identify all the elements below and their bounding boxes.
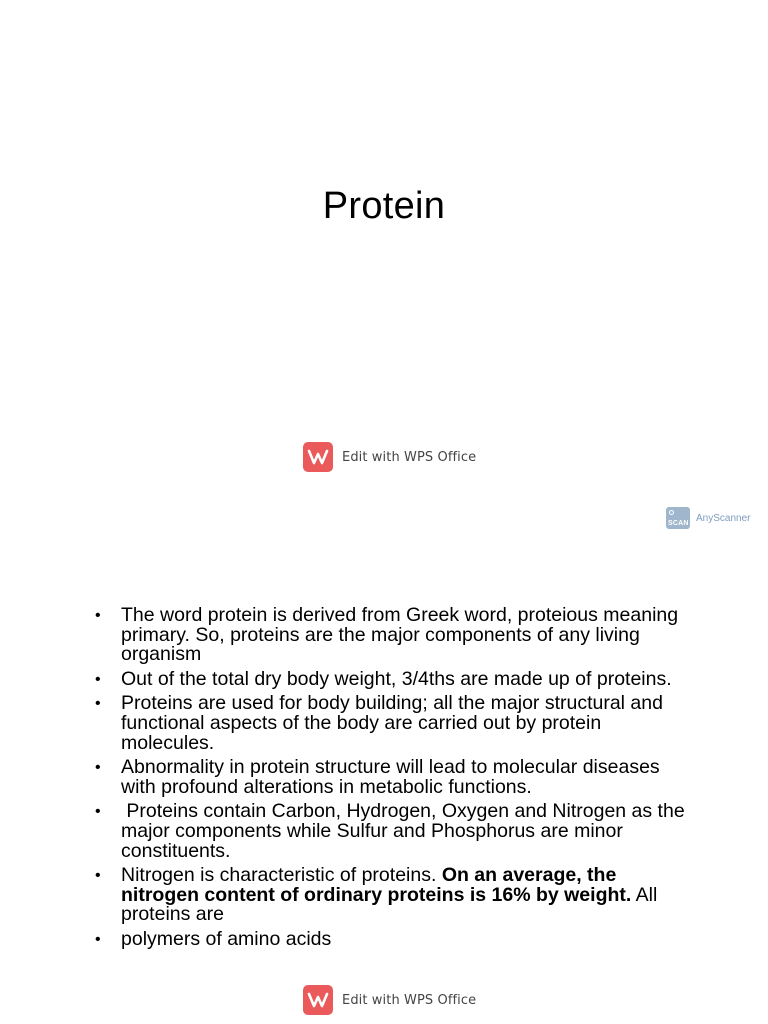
bullet-text: Proteins are used for body building; all the major structural and functional aspects of the body are carried out by protein molecules. [121, 692, 663, 754]
bullet-icon: • [95, 670, 101, 688]
wps-watermark-top [303, 442, 476, 472]
bullet-text: Proteins contain Carbon, Hydrogen, Oxygen and Nitrogen as the major components while Sulfur and Phosphorus are minor constituents. [121, 800, 691, 862]
bullet-icon: • [95, 607, 101, 624]
bullet-text-plain: Nitrogen is characteristic of proteins. [121, 864, 442, 887]
bullet-icon: • [95, 930, 101, 948]
wps-watermark-label: Edit with WPS Office [342, 992, 477, 1008]
anyscanner-watermark [666, 507, 750, 529]
wps-logo-icon [303, 442, 333, 472]
bullet-icon: • [95, 759, 101, 777]
bullet-text: Abnormality in protein structure will lead to molecular diseases with profound alterations in metabolic functions. [121, 756, 660, 798]
bullet-list [91, 606, 691, 955]
bullet-icon: • [95, 695, 101, 713]
list-item [91, 667, 691, 690]
list-item [91, 758, 691, 797]
page-title: Protein [322, 185, 446, 227]
bullet-text-bold: On an average, the nitrogen content of ordinary proteins is 16% by weight. [121, 864, 632, 906]
bullet-text: polymers of amino acids [121, 927, 332, 950]
list-item [91, 866, 691, 925]
wps-watermark-bottom [303, 985, 476, 1015]
list-item [91, 606, 691, 665]
bullet-text: Out of the total dry body weight, 3/4ths are made up of proteins. [121, 667, 672, 690]
scanner-logo-icon [666, 507, 690, 529]
list-item [91, 802, 691, 861]
wps-watermark-label: Edit with WPS Office [342, 449, 477, 465]
list-item [91, 927, 691, 950]
bullet-icon: • [95, 867, 101, 885]
bullet-text: The word protein is derived from Greek word, proteious meaning primary. So, proteins are the major components of any living organism [121, 604, 679, 666]
bullet-text-plain-end: All proteins are [121, 883, 663, 926]
list-item [91, 694, 691, 753]
wps-logo-icon [303, 985, 333, 1015]
anyscanner-label: AnyScanner [696, 512, 751, 524]
bullet-icon: • [95, 803, 101, 821]
scanner-logo-text: SCAN [668, 520, 689, 527]
